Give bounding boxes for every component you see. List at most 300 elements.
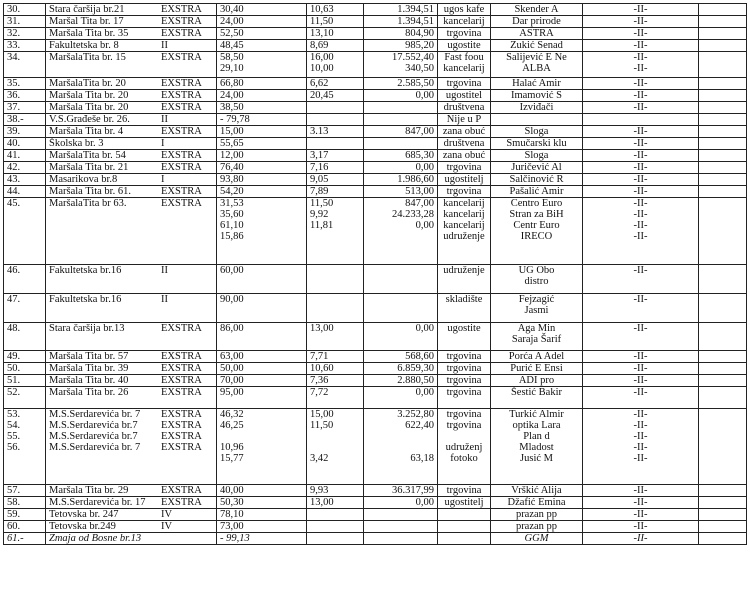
cell-line: Mladost [519,442,554,453]
amount-cell [364,497,438,509]
purpose-cell [438,138,491,150]
area-cell [217,265,307,294]
cell-line: 76,40 [220,162,244,173]
street-text: Tetovska br.249 [49,521,116,532]
cell-line: 847,00 [405,126,434,137]
row-number-cell [4,497,46,509]
tenant-cell [491,114,583,126]
address-line [49,323,213,334]
cell-line: distro [524,276,549,287]
empty-cell [699,375,747,387]
cell-line: 6.859,30 [397,363,434,374]
table-row [4,78,747,90]
rate-cell [307,323,364,351]
zone-text: EXSTRA [161,78,202,89]
cell-line [367,138,434,149]
amount-cell [364,52,438,78]
cell-line: 37. [7,102,21,113]
cell-line: -II- [633,521,648,532]
tenant-cell [491,387,583,409]
empty-cell [699,351,747,363]
address-cell [46,162,217,174]
cell-line: Šestić Bakir [510,387,563,398]
purpose-cell [438,198,491,265]
cell-line: -II- [633,265,648,276]
address-line [49,102,213,113]
cell-line: - 79,78 [220,114,250,125]
purpose-cell [438,162,491,174]
cell-line: 11,50 [310,198,334,209]
area-cell [217,294,307,323]
cell-line: -II- [633,431,648,442]
zone-text: EXSTRA [161,363,202,374]
cell-line [310,265,360,276]
address-line [49,28,213,39]
area-cell [217,114,307,126]
table-row [4,363,747,375]
area-cell [217,16,307,28]
cell-line: prazan pp [515,509,558,520]
rate-cell [307,150,364,162]
cell-line: 685,30 [405,150,434,161]
zone-text: EXSTRA [161,497,202,508]
purpose-cell [438,375,491,387]
tenant-cell [491,375,583,387]
address-line [49,186,213,197]
cell-line: 3.13 [310,126,329,137]
cell-line [494,114,579,125]
street-text: MaršalaTita br. 54 [49,150,126,161]
purpose-cell [438,485,491,497]
cell-line: 2.585,50 [397,78,434,89]
area-cell [217,78,307,90]
cell-line: ASTRA [519,28,554,39]
status-cell [583,363,699,375]
rate-cell [307,533,364,545]
address-cell [46,485,217,497]
amount-cell [364,533,438,545]
rate-cell [307,265,364,294]
table-row [4,294,747,323]
table-row [4,40,747,52]
cell-line: kancelarij [443,220,485,231]
cell-line: 46,25 [220,420,244,431]
purpose-cell [438,114,491,126]
amount-cell [364,4,438,16]
cell-line: trgovina [446,28,482,39]
cell-line: -II- [633,90,648,101]
rate-cell [307,497,364,509]
purpose-cell [438,533,491,545]
cell-line: 10,63 [310,4,334,15]
street-text: Fakultetska br.16 [49,265,122,276]
status-cell [583,387,699,409]
status-cell [583,533,699,545]
area-cell [217,363,307,375]
street-text: Maršala Tita br. 39 [49,363,129,374]
table-row [4,375,747,387]
cell-line: 15,77 [220,453,244,464]
cell-line: 847,00 [405,198,434,209]
address-line [49,375,213,386]
rate-cell [307,52,364,78]
status-cell [583,409,699,485]
cell-line: -II- [633,485,648,496]
table-row [4,265,747,294]
address-cell [46,4,217,16]
cell-line [310,294,360,305]
tenant-cell [491,52,583,78]
empty-cell [699,4,747,16]
cell-line: 985,20 [405,40,434,51]
table-row [4,4,747,16]
cell-line: 58. [7,497,21,508]
address-cell [46,351,217,363]
purpose-cell [438,52,491,78]
address-line [49,485,213,496]
cell-line [310,533,360,544]
address-line [49,198,213,209]
address-cell [46,174,217,186]
rate-cell [307,90,364,102]
status-cell [583,186,699,198]
cell-line: -II- [633,453,648,464]
cell-line: 63,18 [410,453,434,464]
cell-line: -II- [633,387,648,398]
cell-line: Sloga [524,150,549,161]
row-number-cell [4,363,46,375]
cell-line [310,521,360,532]
table-row [4,186,747,198]
tenant-cell [491,509,583,521]
cell-line: ugostite [447,323,481,334]
zone-text: EXSTRA [161,126,202,137]
table-row [4,533,747,545]
address-line [49,497,213,508]
zone-text: EXSTRA [161,52,202,63]
amount-cell [364,363,438,375]
address-cell [46,375,217,387]
amount-cell [364,40,438,52]
tenant-cell [491,150,583,162]
cell-line: ugostitelj [444,497,484,508]
address-line [49,420,213,431]
rate-cell [307,126,364,138]
zone-text: EXSTRA [161,4,202,15]
cell-line: 7,71 [310,351,329,362]
purpose-cell [438,40,491,52]
address-line [49,162,213,173]
area-cell [217,497,307,509]
street-text: Fakultetska br. 8 [49,40,119,51]
row-number-cell [4,138,46,150]
tenant-cell [491,186,583,198]
cell-line: 20,45 [310,90,334,101]
purpose-cell [438,409,491,485]
zone-text: EXSTRA [161,90,202,101]
cell-line: 46. [7,265,21,276]
street-text: Fakultetska br.16 [49,294,122,305]
cell-line: 73,00 [220,521,244,532]
status-cell [583,294,699,323]
table-row [4,198,747,265]
cell-line: 15,00 [310,409,334,420]
empty-cell [699,126,747,138]
cell-line: 90,00 [220,294,244,305]
cell-line [310,138,360,149]
cell-line: 0,00 [415,220,434,231]
cell-line: udruženj [445,442,483,453]
tenant-cell [491,126,583,138]
status-cell [583,162,699,174]
cell-line: Fejzagić [518,294,555,305]
amount-cell [364,150,438,162]
cell-line: trgovina [446,186,482,197]
cell-line: 31,53 [220,198,244,209]
street-text: Masarikova br.8 [49,174,118,185]
cell-line: 38,50 [220,102,244,113]
purpose-cell [438,497,491,509]
cell-line: 95,00 [220,387,244,398]
amount-cell [364,78,438,90]
cell-line: 1.394,51 [397,16,434,27]
tenant-cell [491,90,583,102]
purpose-cell [438,4,491,16]
cell-line [367,102,434,113]
status-cell [583,265,699,294]
area-cell [217,387,307,409]
amount-cell [364,90,438,102]
rate-cell [307,294,364,323]
amount-cell [364,509,438,521]
row-number-cell [4,533,46,545]
table-row [4,351,747,363]
cell-line: -II- [633,220,648,231]
cell-line: 16,00 [310,52,334,63]
address-line [49,363,213,374]
street-text: Zmaja od Bosne br.13 [49,533,142,544]
cell-line: Stran za BiH [509,209,564,220]
cell-line: 13,00 [310,497,334,508]
cell-line: 11,50 [310,420,334,431]
empty-cell [699,90,747,102]
area-cell [217,4,307,16]
address-cell [46,363,217,375]
area-cell [217,533,307,545]
row-number-cell [4,102,46,114]
cell-line: 54. [7,420,21,431]
cell-line: 63,00 [220,351,244,362]
zone-text: EXSTRA [161,150,202,161]
address-line [49,387,213,398]
cell-line: Aga Min [517,323,556,334]
tenant-cell [491,138,583,150]
street-text: MaršalaTita br 63. [49,198,127,209]
cell-line: 50,00 [220,363,244,374]
address-line [49,174,213,185]
cell-line: Imamović S [510,90,563,101]
amount-cell [364,28,438,40]
cell-line [310,102,360,113]
address-cell [46,78,217,90]
status-cell [583,4,699,16]
address-cell [46,138,217,150]
area-cell [217,150,307,162]
purpose-cell [438,521,491,533]
cell-line [310,509,360,520]
tenant-cell [491,409,583,485]
amount-cell [364,375,438,387]
zone-text: II [161,294,168,305]
purpose-cell [438,294,491,323]
zone-text: EXSTRA [161,431,202,442]
empty-cell [699,387,747,409]
tenant-cell [491,363,583,375]
status-cell [583,351,699,363]
cell-line: 53. [7,409,21,420]
cell-line: -II- [633,138,648,149]
table-row [4,90,747,102]
rate-cell [307,387,364,409]
cell-line: -II- [633,323,648,334]
empty-cell [699,198,747,265]
table-row [4,28,747,40]
area-cell [217,162,307,174]
table-row [4,16,747,28]
cell-line: 47. [7,294,21,305]
rate-cell [307,186,364,198]
rate-cell [307,114,364,126]
cell-line: 513,00 [405,186,434,197]
street-text: Maršala Tita br. 61. [49,186,131,197]
cell-line: 15,86 [220,231,244,242]
purpose-cell [438,28,491,40]
address-cell [46,387,217,409]
cell-line: 7,36 [310,375,329,386]
cell-line: 93,80 [220,174,244,185]
empty-cell [699,497,747,509]
cell-line: kancelarij [443,198,485,209]
cell-line: 33. [7,40,21,51]
table-body [4,4,747,545]
cell-line: 30,40 [220,4,244,15]
cell-line: 32. [7,28,21,39]
table-row [4,387,747,409]
cell-line: 36.317,99 [392,485,434,496]
area-cell [217,485,307,497]
row-number-cell [4,114,46,126]
cell-line: 0,00 [415,387,434,398]
cell-line: 43. [7,174,21,185]
amount-cell [364,323,438,351]
street-text: MaršalaTita br. 20 [49,78,126,89]
address-line [49,351,213,362]
cell-line: Centro Euro [510,198,563,209]
cell-line: 55,65 [220,138,244,149]
cell-line: 52. [7,387,21,398]
cell-line: 13,10 [310,28,334,39]
rate-cell [307,409,364,485]
row-number-cell [4,351,46,363]
amount-cell [364,138,438,150]
status-cell [583,150,699,162]
amount-cell [364,198,438,265]
cell-line: 60. [7,521,21,532]
empty-cell [699,294,747,323]
cell-line: 11,81 [310,220,334,231]
address-line [49,52,213,63]
address-line [49,126,213,137]
cell-line: 6,62 [310,78,329,89]
cell-line: 1.986,60 [397,174,434,185]
cell-line: trgovina [446,78,482,89]
row-number-cell [4,28,46,40]
empty-cell [699,174,747,186]
row-number-cell [4,4,46,16]
area-cell [217,323,307,351]
empty-cell [699,186,747,198]
cell-line: optika Lara [512,420,561,431]
street-text: Maršala Tita br. 57 [49,351,129,362]
address-cell [46,114,217,126]
status-cell [583,114,699,126]
cell-line: 3,17 [310,150,329,161]
area-cell [217,174,307,186]
cell-line: -II- [633,4,648,15]
purpose-cell [438,509,491,521]
address-cell [46,90,217,102]
address-cell [46,126,217,138]
tenant-cell [491,78,583,90]
cell-line: 10,00 [310,63,334,74]
zone-text: EXSTRA [161,375,202,386]
status-cell [583,52,699,78]
cell-line: ugostitelj [444,174,484,185]
purpose-cell [438,387,491,409]
cell-line: kancelarij [443,209,485,220]
zone-text: EXSTRA [161,186,202,197]
cell-line: 35. [7,78,21,89]
tenant-cell [491,497,583,509]
street-text: Maršala Tita br. 4 [49,126,124,137]
cell-line: 61,10 [220,220,244,231]
area-cell [217,509,307,521]
cell-line: 24,00 [220,16,244,27]
status-cell [583,138,699,150]
amount-cell [364,186,438,198]
address-line [49,150,213,161]
status-cell [583,509,699,521]
amount-cell [364,162,438,174]
rate-cell [307,4,364,16]
cell-line: 78,10 [220,509,244,520]
cell-line: 51. [7,375,21,386]
cell-line [441,431,487,442]
table-row [4,497,747,509]
cell-line: Juričević Al [511,162,562,173]
area-cell [217,186,307,198]
cell-line: 31. [7,16,21,27]
zone-text: EXSTRA [161,420,202,431]
street-text: Maršala Tita br. 40 [49,375,129,386]
cell-line: 0,00 [415,90,434,101]
row-number-cell [4,90,46,102]
table-row [4,323,747,351]
tenant-cell [491,4,583,16]
area-cell [217,40,307,52]
empty-cell [699,102,747,114]
zone-text: II [161,265,168,276]
